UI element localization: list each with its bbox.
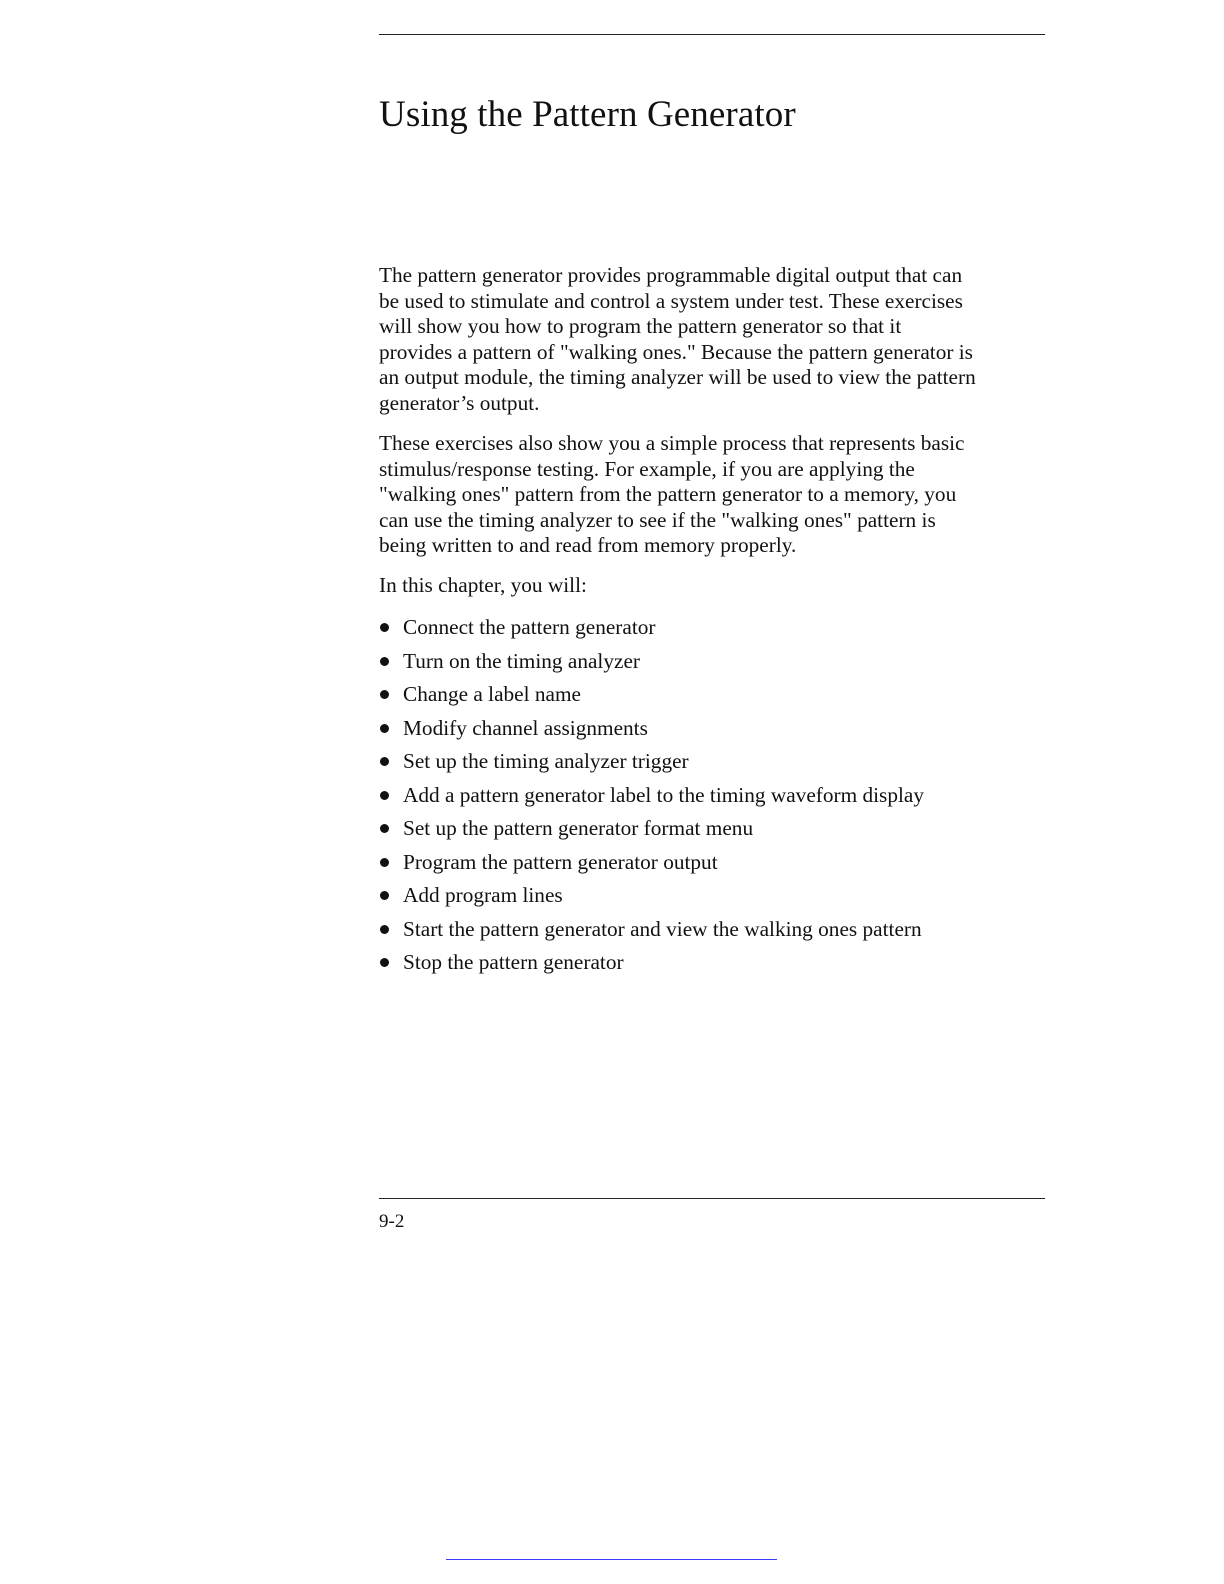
bullet-icon — [380, 891, 389, 900]
bullet-icon — [380, 690, 389, 699]
bullet-icon — [380, 958, 389, 967]
bullet-icon — [380, 657, 389, 666]
paragraph-line: stimulus/response testing. For example, if you are applying the — [379, 456, 915, 481]
paragraph-line: can use the timing analyzer to see if the "walking ones" pattern is — [379, 507, 936, 532]
bullet-icon — [380, 824, 389, 833]
list-item — [379, 814, 924, 848]
list-item — [379, 714, 924, 748]
stimulus-response-paragraph — [379, 431, 1059, 559]
intro-paragraph — [379, 263, 1059, 417]
bullet-icon — [380, 791, 389, 800]
footer-rule — [379, 1198, 1045, 1199]
list-item-text: Add program lines — [403, 883, 563, 907]
paragraph-line: will show you how to program the pattern generator so that it — [379, 314, 902, 339]
footer-link-underline — [446, 1559, 777, 1560]
list-item-text: Set up the timing analyzer trigger — [403, 749, 689, 773]
chapter-intro-lead — [379, 573, 1059, 599]
list-item — [379, 848, 924, 882]
paragraph-line: an output module, the timing analyzer will be used to view the pattern — [379, 365, 976, 390]
list-item-text: Modify channel assignments — [403, 715, 648, 740]
list-item — [379, 680, 924, 714]
paragraph-line: provides a pattern of "walking ones." Because the pattern generator is — [379, 339, 973, 364]
paragraph-line: being written to and read from memory properly. — [379, 533, 797, 558]
list-item-text: Connect the pattern generator — [403, 615, 656, 639]
list-item — [379, 915, 924, 949]
list-item — [379, 747, 924, 781]
list-item-text: Add a pattern generator label to the timing waveform display — [403, 782, 925, 807]
bullet-icon — [380, 724, 389, 733]
list-item-text: Change a label name — [403, 682, 581, 706]
bullet-icon — [380, 757, 389, 766]
paragraph-line: In this chapter, you will: — [379, 573, 587, 597]
list-item-text: Stop the pattern generator — [403, 950, 624, 974]
list-item-text: Turn on the timing analyzer — [403, 648, 640, 673]
bullet-icon — [380, 858, 389, 867]
list-item-text: Start the pattern generator and view the walking ones pattern — [403, 916, 922, 941]
paragraph-line: "walking ones" pattern from the pattern generator to a memory, you — [379, 482, 957, 507]
list-item — [379, 781, 924, 815]
list-item — [379, 613, 924, 647]
paragraph-line: The pattern generator provides programmable digital output that can — [379, 263, 963, 287]
list-item — [379, 881, 924, 915]
paragraph-line: These exercises also show you a simple process that represents basic — [379, 431, 965, 455]
paragraph-line: generator’s output. — [379, 390, 540, 415]
page-number: 9-2 — [379, 1211, 405, 1232]
bullet-icon — [380, 925, 389, 934]
chapter-topics-list — [379, 613, 924, 982]
list-item — [379, 948, 924, 982]
chapter-title: Using the Pattern Generator — [379, 94, 796, 135]
list-item-text: Set up the pattern generator format menu — [403, 816, 754, 840]
bullet-icon — [380, 623, 389, 632]
header-rule — [379, 34, 1045, 35]
paragraph-line: be used to stimulate and control a system under test. These exercises — [379, 288, 963, 313]
list-item — [379, 647, 924, 681]
list-item-text: Program the pattern generator output — [403, 849, 718, 874]
